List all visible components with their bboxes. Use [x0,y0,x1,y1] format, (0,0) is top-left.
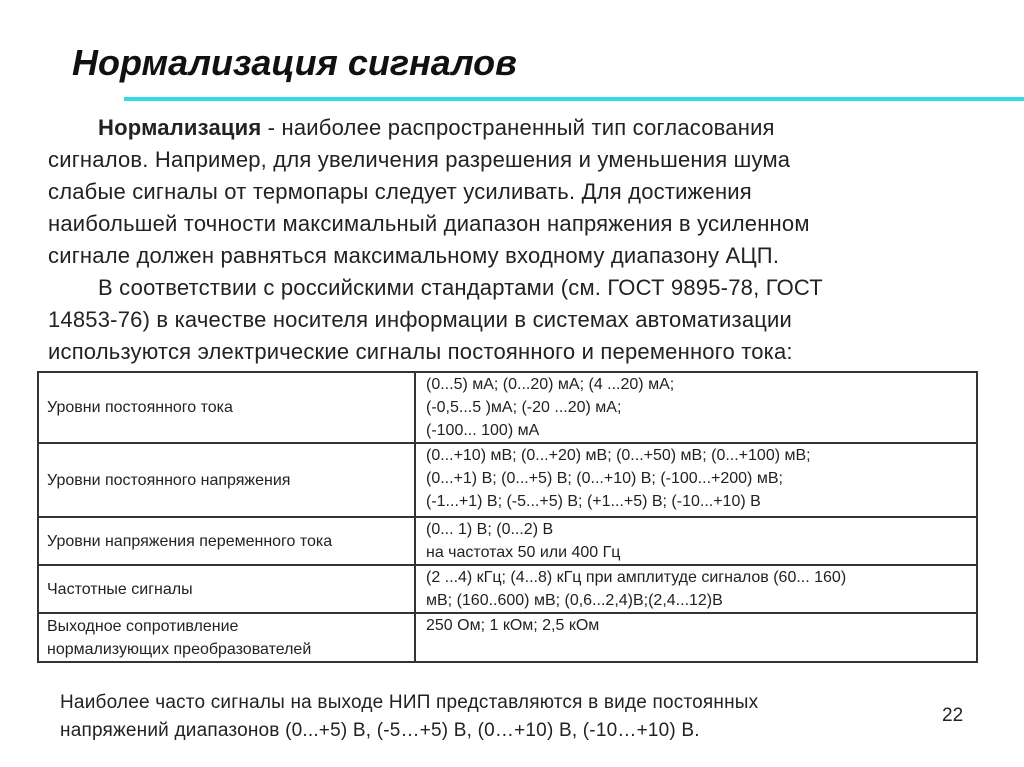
paragraph-2 [48,272,948,368]
value-line: 250 Ом; 1 кОм; 2,5 кОм [426,617,600,634]
p1-line1: - наиболее распространенный тип согласования [261,115,775,140]
table-row [38,517,977,565]
title-underline [124,97,1024,101]
value-line: (0... 1) В; (0...2) В [426,521,554,538]
row-values [415,565,977,613]
value-line: мВ; (160..600) мВ; (0,6...2,4)В;(2,4...12)В [426,592,723,609]
term-bold: Нормализация [98,115,262,140]
row-label: Частотные сигналы [38,565,415,613]
label-line: Выходное сопротивление [47,618,239,635]
footer-line1: Наиболее часто сигналы на выходе НИП представляются в виде постоянных [60,692,759,713]
row-values [415,372,977,443]
row-label: Уровни постоянного напряжения [38,443,415,517]
body-text [48,112,948,368]
p1-line4: наибольшей точности максимальный диапазон напряжения в усиленном [48,211,810,236]
footer-line2: напряжений диапазонов (0...+5) В, (-5…+5) В, (0…+10) В, (-10…+10) В. [60,720,700,741]
slide-title: Нормализация сигналов [72,42,517,83]
signal-levels-table [37,371,978,663]
p1-line3: слабые сигналы от термопары следует усиливать. Для достижения [48,179,752,204]
row-values [415,613,977,662]
table-row [38,613,977,662]
row-label: Уровни постоянного тока [38,372,415,443]
table-row [38,372,977,443]
paragraph-1 [48,112,948,272]
value-line: (-100... 100) мА [426,422,540,439]
p2-line1: В соответствии с российскими стандартами (см. ГОСТ 9895-78, ГОСТ [98,275,823,300]
page-number: 22 [942,705,964,726]
value-line: (-1...+1) В; (-5...+5) В; (+1...+5) В; (-10...+10) В [426,493,761,510]
value-line: (0...+1) В; (0...+5) В; (0...+10) В; (-100...+200) мВ; [426,470,783,487]
p2-line3: используются электрические сигналы постоянного и переменного тока: [48,339,793,364]
row-label [38,613,415,662]
table-row [38,565,977,613]
row-label: Уровни напряжения переменного тока [38,517,415,565]
value-line: (0...+10) мВ; (0...+20) мВ; (0...+50) мВ; (0...+100) мВ; [426,447,811,464]
p1-line2: сигналов. Например, для увеличения разрешения и уменьшения шума [48,147,791,172]
value-line: на частотах 50 или 400 Гц [426,544,621,561]
row-values [415,443,977,517]
table-row [38,443,977,517]
value-line: (2 ...4) кГц; (4...8) кГц при амплитуде сигналов (60... 160) [426,569,847,586]
row-values [415,517,977,565]
label-line: нормализующих преобразователей [47,641,312,658]
value-line: (0...5) мА; (0...20) мА; (4 ...20) мА; [426,376,675,393]
p2-line2: 14853-76) в качестве носителя информации в системах автоматизации [48,307,793,332]
p1-line5: сигнале должен равняться максимальному входному диапазону АЦП. [48,243,780,268]
value-line: (-0,5...5 )мА; (-20 ...20) мА; [426,399,622,416]
footer-note [60,689,900,745]
